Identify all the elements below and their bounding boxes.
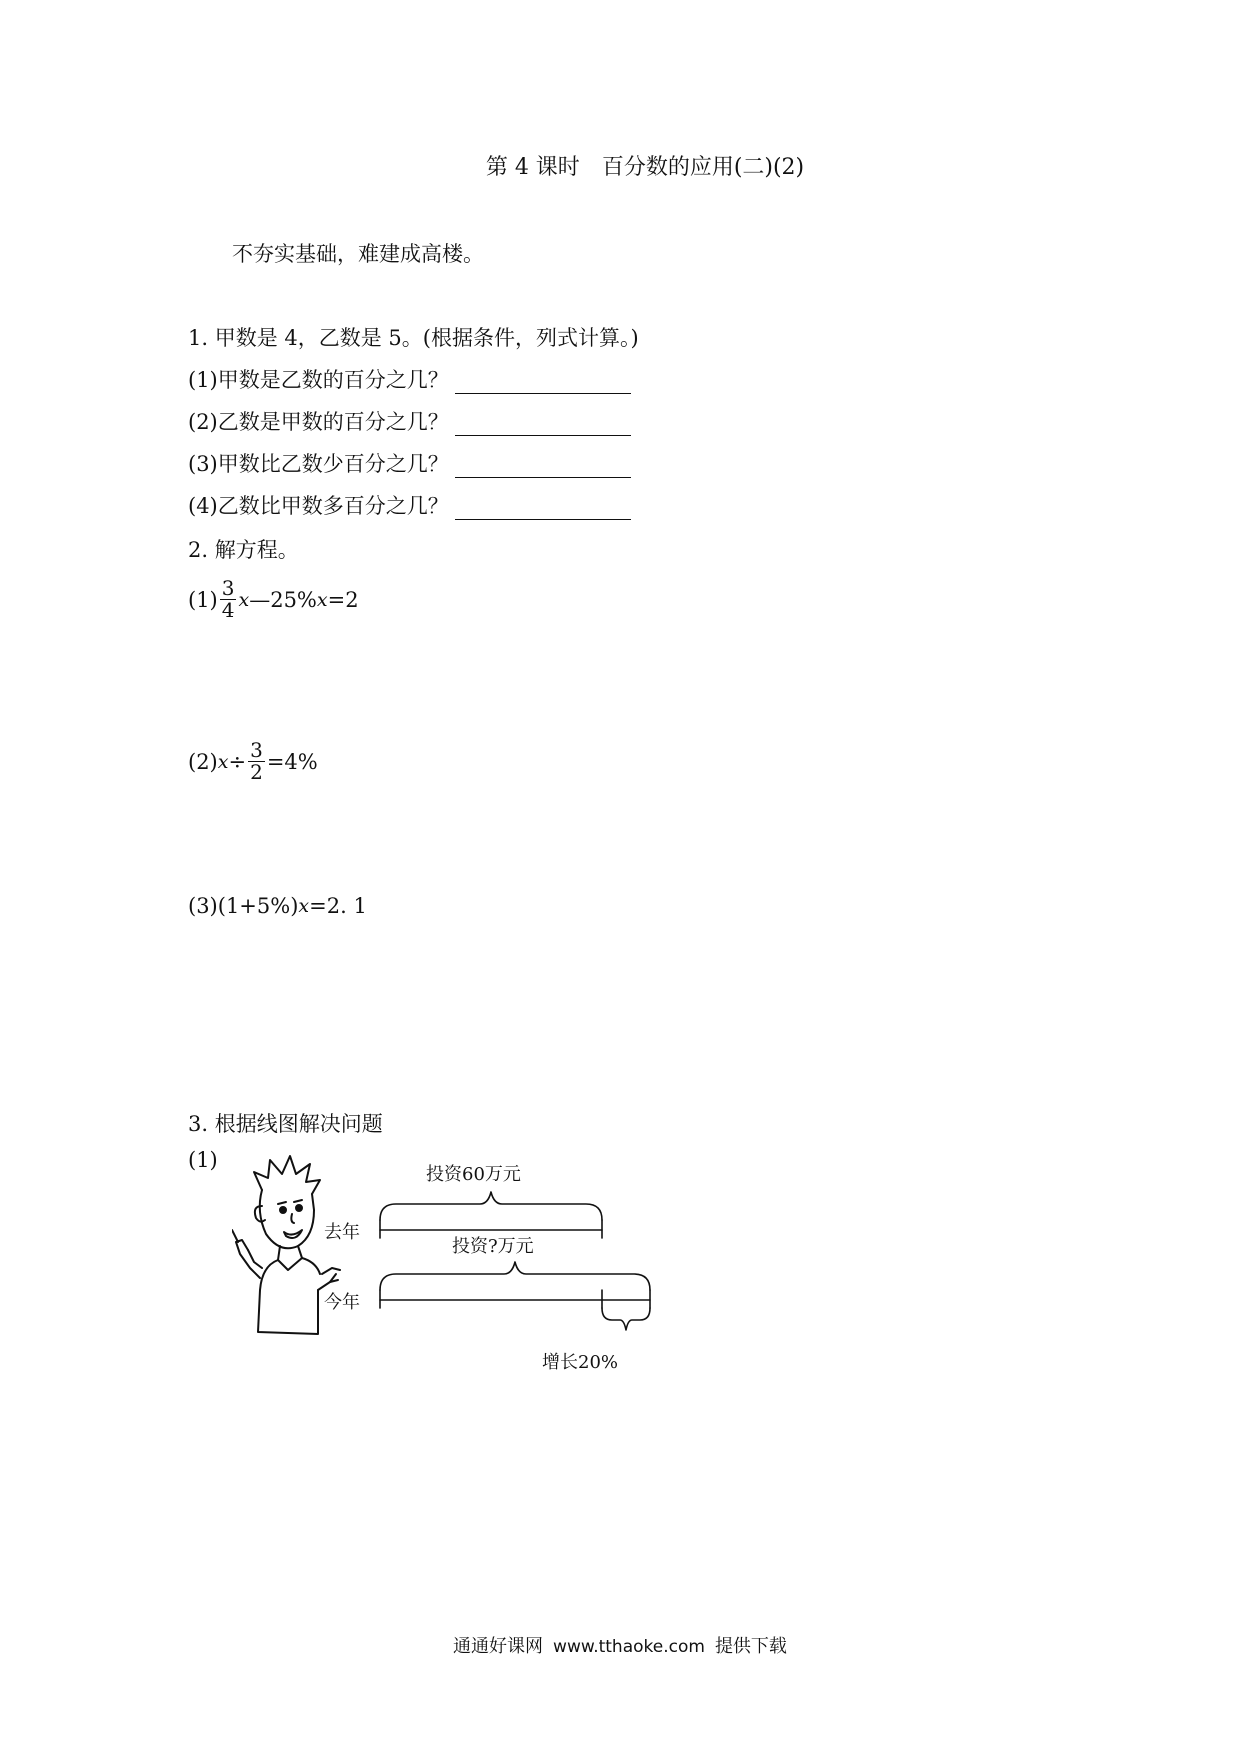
variable: x — [238, 588, 250, 611]
this-year-brace — [380, 1262, 650, 1290]
this-year-label: 今年 — [324, 1292, 360, 1313]
equation-2 — [188, 740, 318, 783]
last-year-amount: 投资60万元 — [426, 1164, 521, 1185]
variable: x — [217, 750, 229, 773]
lesson-number: 第 4 课时 — [485, 155, 580, 180]
q1-item-text: (2)乙数是甲数的百分之几？ — [188, 410, 449, 434]
eq-operator: ÷ — [228, 749, 247, 774]
fraction-numerator: 3 — [221, 576, 235, 600]
fraction-denominator: 2 — [250, 760, 263, 784]
eq-term: (1+5%) — [217, 894, 299, 918]
answer-blank[interactable] — [455, 455, 631, 478]
fraction — [248, 740, 265, 783]
q1-item — [188, 448, 631, 478]
eq-prefix: (1) — [188, 587, 218, 612]
eq-rhs: =4% — [266, 749, 318, 774]
motto: 不夯实基础，难建成高楼。 — [232, 242, 484, 266]
lesson-title: 百分数的应用(二)(2) — [601, 155, 805, 180]
growth-brace — [602, 1308, 650, 1330]
last-year-label: 去年 — [324, 1222, 360, 1243]
q3-stem: 3. 根据线图解决问题 — [188, 1112, 383, 1136]
eq-term: —25% — [249, 587, 317, 612]
eq-rhs: =2 — [327, 587, 359, 612]
eq-rhs: =2. 1 — [309, 894, 367, 918]
page-title — [0, 150, 1240, 181]
this-year-amount: 投资?万元 — [452, 1236, 534, 1257]
growth-label: 增长20% — [542, 1352, 619, 1373]
eq-prefix: (3) — [188, 894, 218, 918]
fraction — [220, 578, 237, 621]
eq-prefix: (2) — [188, 749, 218, 774]
last-year-brace — [380, 1192, 602, 1220]
equation-3 — [188, 894, 367, 918]
fraction-denominator: 4 — [221, 598, 235, 622]
answer-blank[interactable] — [455, 497, 631, 520]
answer-blank[interactable] — [455, 413, 631, 436]
q2-stem: 2. 解方程。 — [188, 538, 299, 562]
line-diagram — [232, 1140, 702, 1373]
footer-provide: 提供下载 — [714, 1636, 787, 1657]
q1-item-text: (4)乙数比甲数多百分之几？ — [188, 494, 449, 518]
variable: x — [316, 588, 328, 611]
q1-item — [188, 490, 631, 520]
footer — [0, 1632, 1240, 1658]
q1-item — [188, 406, 631, 436]
q1-stem: 1. 甲数是 4，乙数是 5。(根据条件，列式计算。) — [188, 326, 639, 350]
q1-item-text: (3)甲数比乙数少百分之几？ — [188, 452, 449, 476]
q3-sub-number: (1) — [188, 1148, 218, 1172]
q1-item — [188, 364, 631, 394]
equation-1 — [188, 578, 359, 621]
bar-lines — [232, 1140, 702, 1370]
footer-site-name: 通通好课网 — [453, 1636, 544, 1657]
fraction-numerator: 3 — [250, 738, 263, 762]
q1-item-text: (1)甲数是乙数的百分之几？ — [188, 368, 449, 392]
footer-url[interactable]: www.tthaoke.com — [553, 1637, 705, 1657]
answer-blank[interactable] — [455, 371, 631, 394]
variable: x — [298, 895, 310, 917]
